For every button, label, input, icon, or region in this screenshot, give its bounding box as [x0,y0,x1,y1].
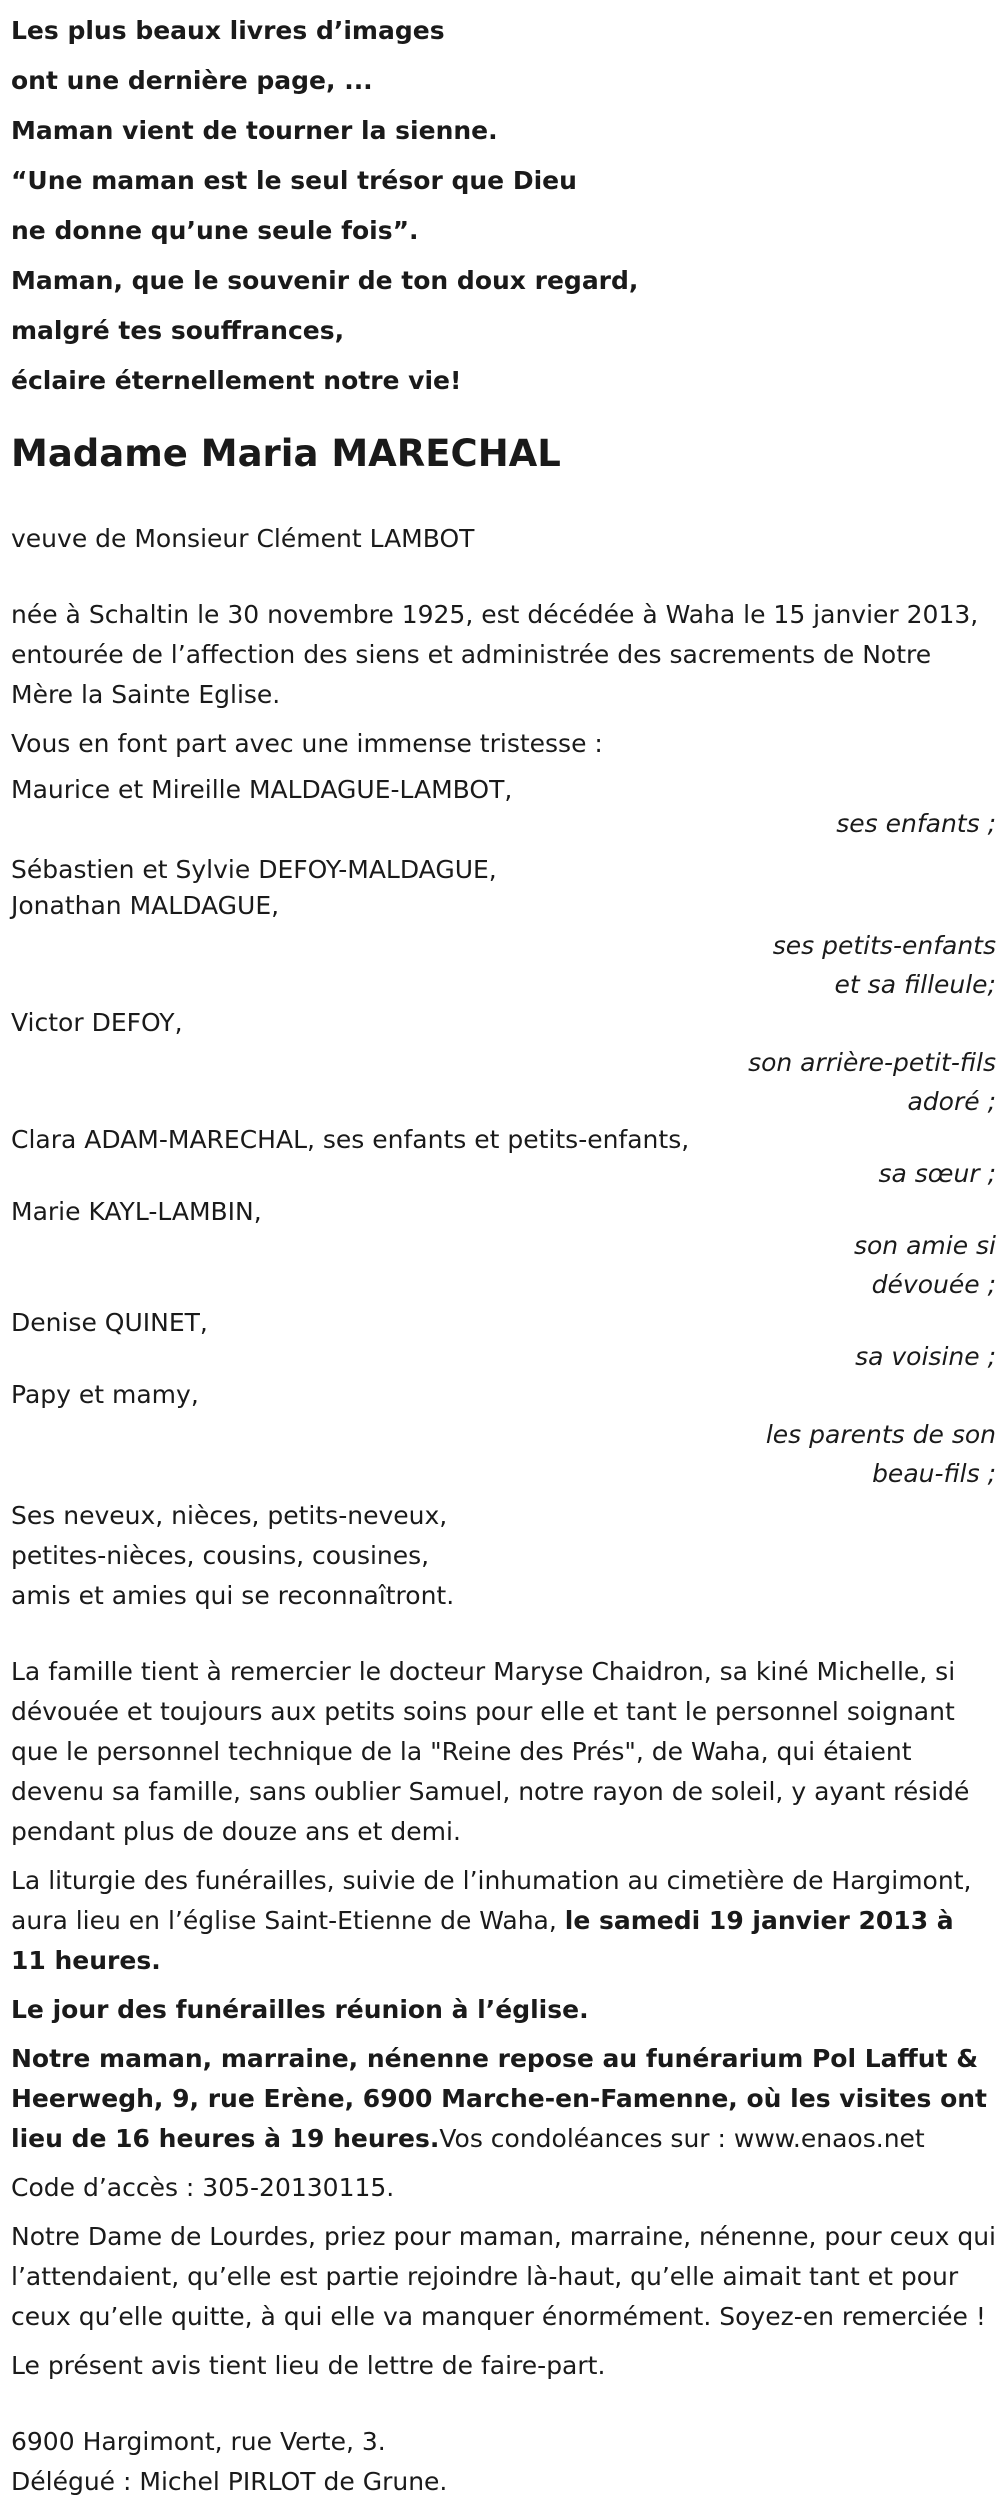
family-entry [11,1003,996,1122]
liturgy-paragraph [11,1861,996,1981]
role-line: et sa filleule; [834,970,996,999]
access-code: Code d’accès : 305-20130115. [11,2173,395,2202]
family-entry [11,1375,996,1494]
role-line: son amie si [853,1231,996,1260]
family-role [11,1226,996,1305]
poem-line: ont une dernière page, ... [11,66,373,95]
birth-death-info: née à Schaltin le 30 novembre 1925, est décédée à Waha le 15 janvier 2013, entourée de l’affection des siens et administrée des sacrements de Notre Mère la Sainte Eglise. [11,600,979,709]
family-names: Clara ADAM-MARECHAL, ses enfants et petits-enfants, [11,1125,690,1154]
other-relatives [11,1496,996,1616]
liturgy-text: La liturgie des funérailles, suivie de l’inhumation au cimetière de Hargimont, aura lieu en l’église Saint-Etienne de Waha, [11,1866,972,1935]
address-line: 6900 Hargimont, rue Verte, 3. [11,2427,386,2456]
poem-line: Les plus beaux livres d’images [11,16,445,45]
role-line: beau-fils ; [872,1459,996,1488]
family-role [11,926,996,1005]
prayer-paragraph: Notre Dame de Lourdes, priez pour maman, marraine, nénenne, pour ceux qui l’attendaient, qu’elle est partie rejoindre là-haut, qu’elle aimait tant et pour ceux qu’elle quitte, à qui elle va manquer énormément. Soyez-en remerciée ! [11,2222,996,2331]
relatives-line: petites-nièces, cousins, cousines, [11,1541,430,1570]
liturgy-date: le samedi 19 janvier 2013 à 11 heures. [11,1906,954,1975]
poem-line: ne donne qu’une seule fois”. [11,216,419,245]
thanks-paragraph: La famille tient à remercier le docteur Maryse Chaidron, sa kiné Michelle, si dévouée et toujours aux petits soins pour elle et tant le personnel soignant que le personnel technique de la "Reine des Prés", de Waha, qui étaient devenu sa famille, sans oublier Samuel, notre rayon de soleil, y ayant résidé pendant plus de douze ans et demi. [11,1657,970,1846]
role-line: son arrière-petit-fils [748,1048,996,1077]
family-names: Papy et mamy, [11,1380,199,1409]
family-entry [11,1192,996,1305]
delegate-line: Délégué : Michel PIRLOT de Grune. [11,2467,448,2496]
family-names: Victor DEFOY, [11,1008,183,1037]
deceased-name: Madame Maria MARECHAL [11,432,561,475]
obituary-notice [11,6,996,2502]
poem-line: Maman, que le souvenir de ton doux regard, [11,266,639,295]
family-names: Sébastien et Sylvie DEFOY-MALDAGUE, [11,855,497,884]
role-line: sa voisine ; [855,1342,996,1371]
family-entry [11,1120,996,1194]
role-line: les parents de son [765,1420,996,1449]
relatives-line: Ses neveux, nièces, petits-neveux, [11,1501,448,1530]
relatives-line: amis et amies qui se reconnaîtront. [11,1581,455,1610]
poem-line: éclaire éternellement notre vie! [11,366,462,395]
role-line: dévouée ; [871,1270,996,1299]
role-line: adoré ; [907,1087,996,1116]
meeting-info: Le jour des funérailles réunion à l’église. [11,1995,589,2024]
notice-line: Le présent avis tient lieu de lettre de faire-part. [11,2351,606,2380]
role-line: sa sœur ; [878,1159,996,1188]
role-line: ses petits-enfants [772,931,996,960]
poem-line: “Une maman est le seul trésor que Dieu [11,166,577,195]
opening-poem [11,6,996,406]
family-names: Jonathan MALDAGUE, [11,891,280,920]
widow-of: veuve de Monsieur Clément LAMBOT [11,524,475,553]
funeral-home-info: Notre maman, marraine, nénenne repose au funérarium Pol Laffut & Heerwegh, 9, rue Erène, 6900 Marche-en-Famenne, où les visites ont lieu de 16 heures à 19 heures. [11,2044,988,2153]
family-entry [11,850,996,1005]
family-entry [11,770,996,844]
condolences-text: Vos condoléances sur : www.enaos.net [439,2124,925,2153]
family-names: Denise QUINET, [11,1308,208,1337]
family-role [11,804,996,844]
family-role [11,1415,996,1494]
poem-line: Maman vient de tourner la sienne. [11,116,498,145]
family-role [11,1043,996,1122]
family-role [11,1154,996,1194]
family-role [11,1337,996,1377]
funeral-home-paragraph [11,2039,996,2159]
poem-line: malgré tes souffrances, [11,316,345,345]
role-line: ses enfants ; [836,809,996,838]
family-names: Marie KAYL-LAMBIN, [11,1197,262,1226]
announcement: Vous en font part avec une immense tristesse : [11,729,603,758]
family-names: Maurice et Mireille MALDAGUE-LAMBOT, [11,775,513,804]
family-entry [11,1303,996,1377]
